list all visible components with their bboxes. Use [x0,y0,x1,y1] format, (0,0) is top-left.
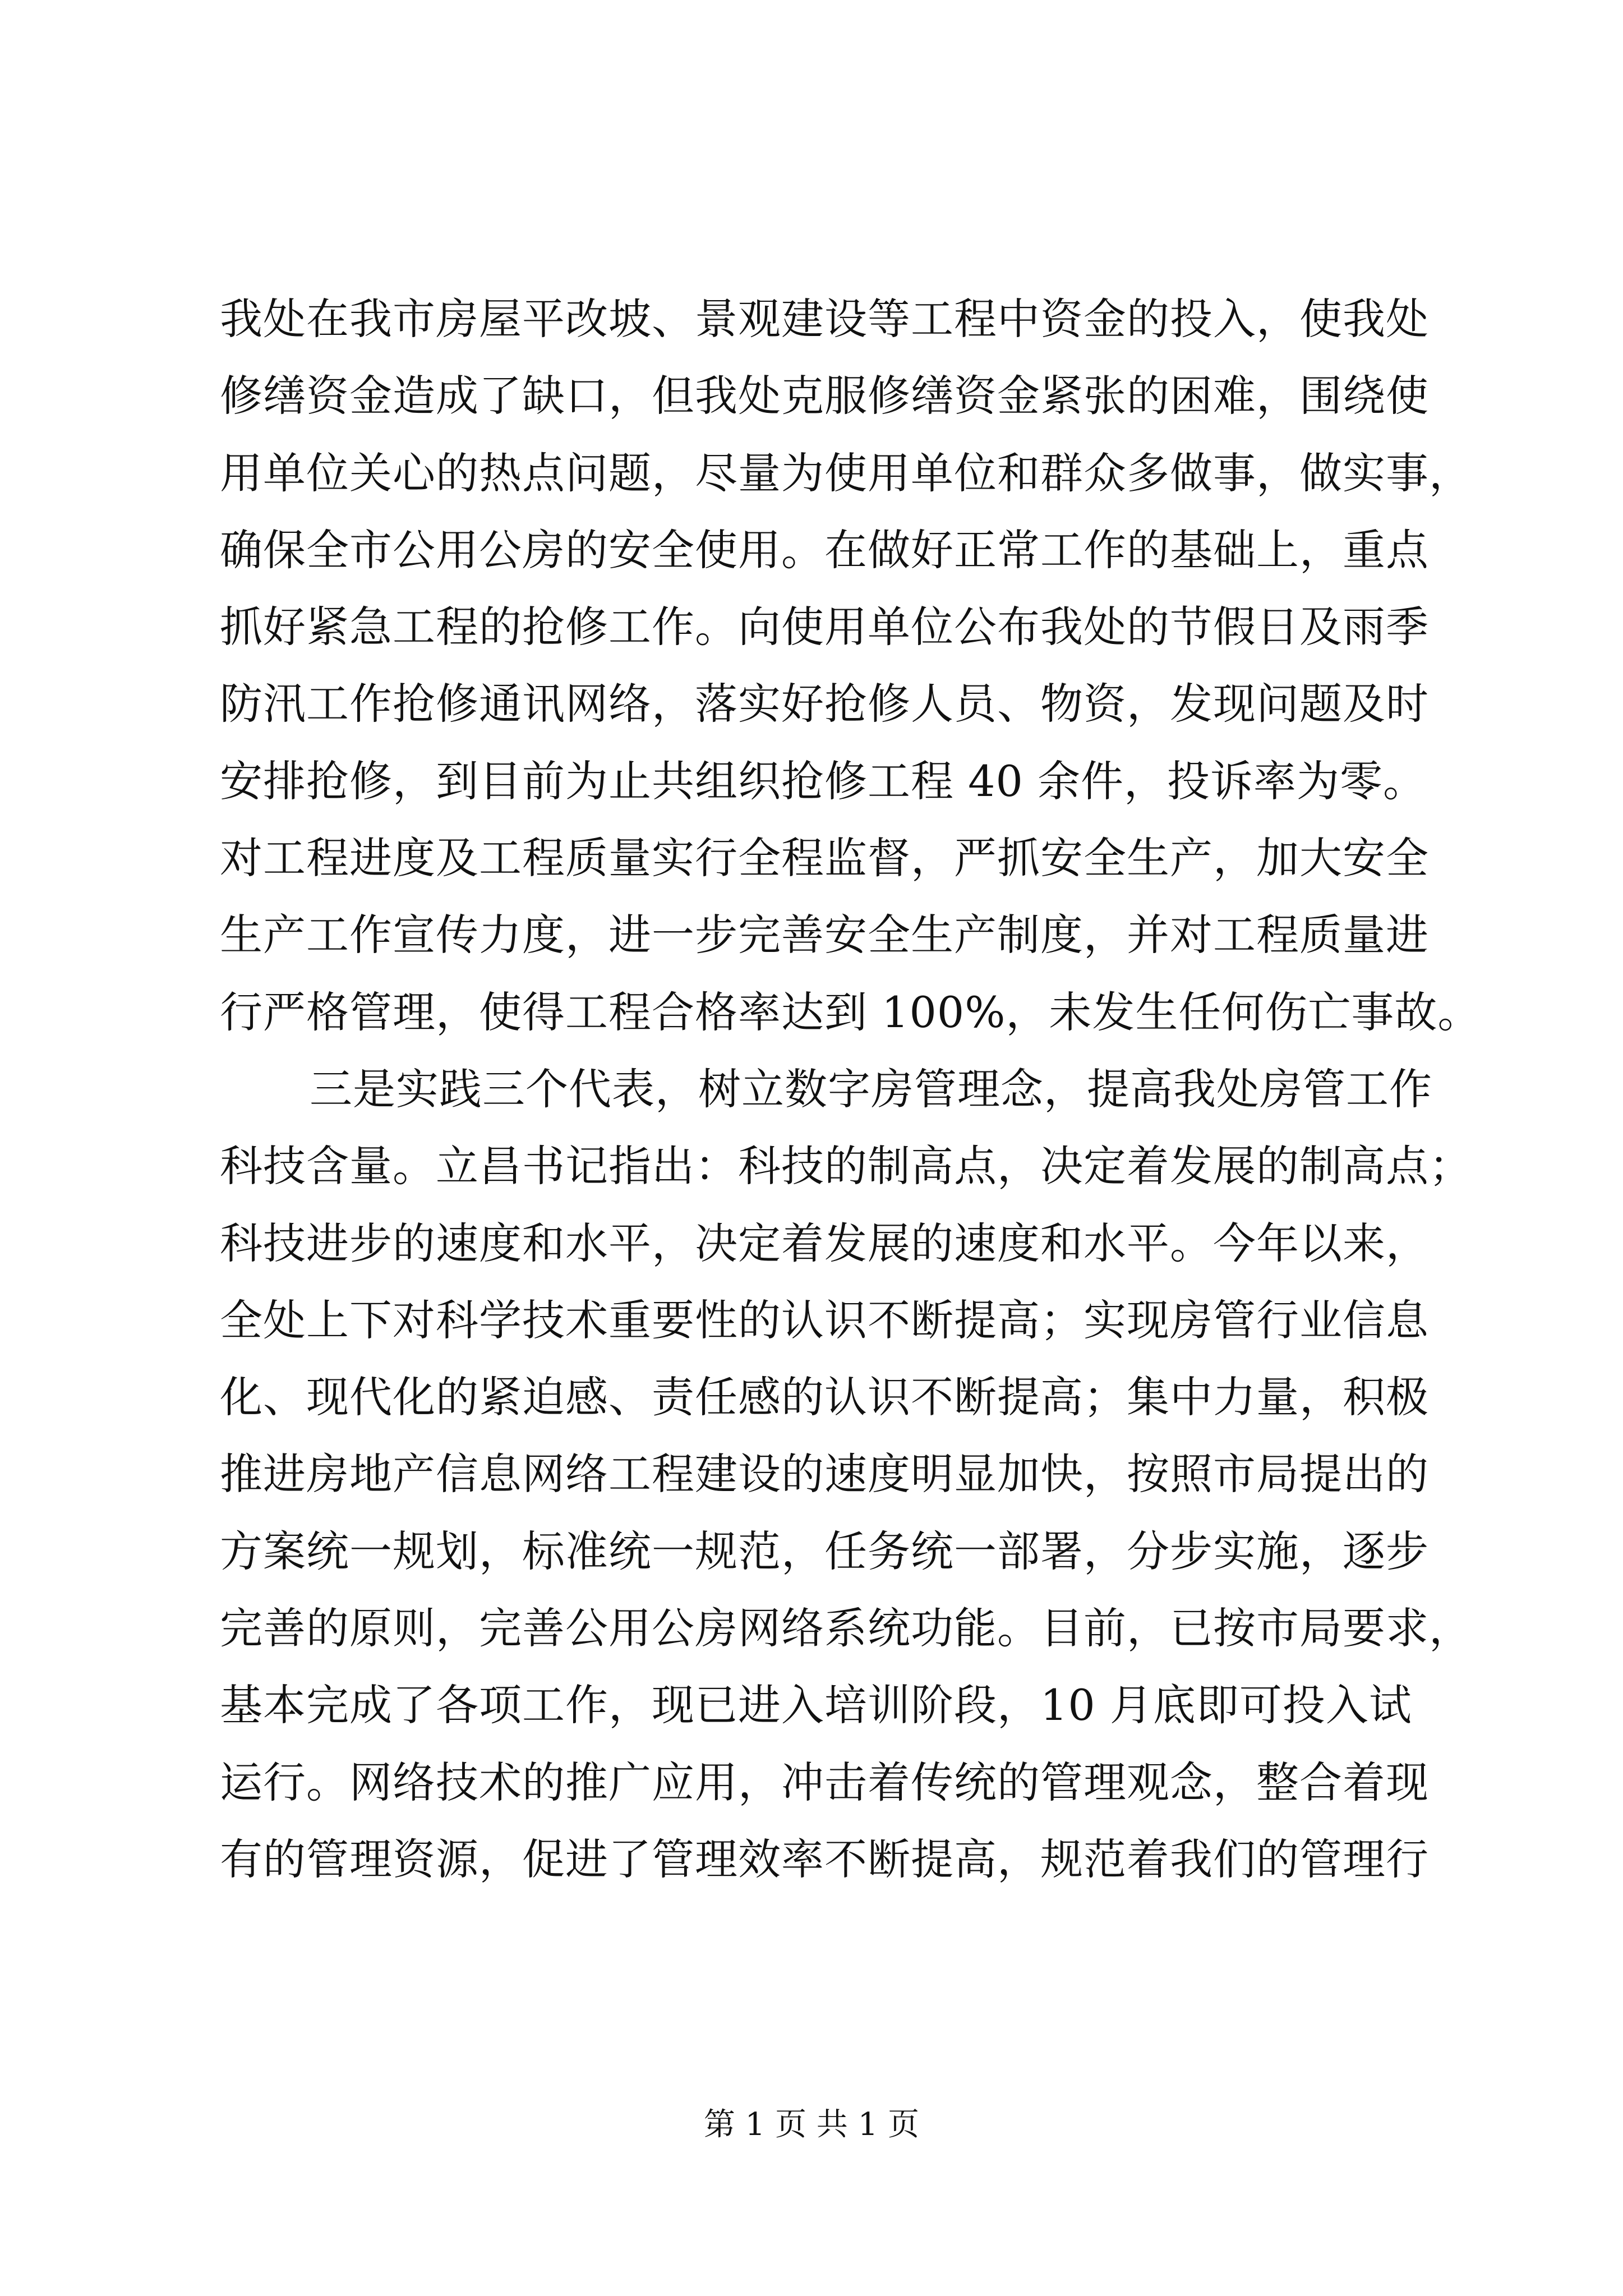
text-line: 方案统一规划，标准统一规范，任务统一部署，分步实施，逐步 [220,1526,1429,1576]
body-text [220,280,1481,1898]
text-line: 我处在我市房屋平改坡、景观建设等工程中资金的投入，使我处 [220,294,1429,344]
text-line: 完善的原则，完善公用公房网络系统功能。目前，已按市局要求， [220,1603,1472,1654]
text-line: 对工程进度及工程质量实行全程监督，严抓安全生产，加大安全 [220,833,1429,884]
text-line: 抓好紧急工程的抢修工作。向使用单位公布我处的节假日及雨季 [220,602,1429,652]
text-line: 用单位关心的热点问题，尽量为使用单位和群众多做事，做实事， [220,448,1472,498]
text-line: 科技含量。立昌书记指出：科技的制高点，决定着发展的制高点； [220,1141,1472,1191]
text-line: 安排抢修，到目前为止共组织抢修工程 40 余件，投诉率为零。 [220,756,1427,806]
text-line: 科技进步的速度和水平，决定着发展的速度和水平。今年以来， [220,1218,1429,1268]
paragraph-start-line: 三是实践三个代表，树立数字房管理念，提高我处房管工作 [310,1064,1432,1114]
text-line: 防汛工作抢修通讯网络，落实好抢修人员、物资，发现问题及时 [220,679,1429,729]
text-line: 运行。网络技术的推广应用，冲击着传统的管理观念，整合着现 [220,1757,1429,1807]
text-line: 生产工作宣传力度，进一步完善安全生产制度，并对工程质量进 [220,910,1429,960]
text-line: 推进房地产信息网络工程建设的速度明显加快，按照市局提出的 [220,1449,1429,1499]
text-line: 化、现代化的紧迫感、责任感的认识不断提高；集中力量，积极 [220,1372,1429,1423]
text-line: 全处上下对科学技术重要性的认识不断提高；实现房管行业信息 [220,1295,1429,1345]
text-line: 修缮资金造成了缺口，但我处克服修缮资金紧张的困难，围绕使 [220,371,1429,421]
text-line: 确保全市公用公房的安全使用。在做好正常工作的基础上，重点 [220,524,1429,575]
page-number-footer: 第 1 页 共 1 页 [703,2106,920,2143]
text-line: 基本完成了各项工作，现已进入培训阶段，10 月底即可投入试 [220,1680,1412,1731]
text-line: 行严格管理，使得工程合格率达到 100%，未发生任何伤亡事故。 [220,987,1481,1037]
text-line: 有的管理资源，促进了管理效率不断提高，规范着我们的管理行 [220,1834,1429,1884]
